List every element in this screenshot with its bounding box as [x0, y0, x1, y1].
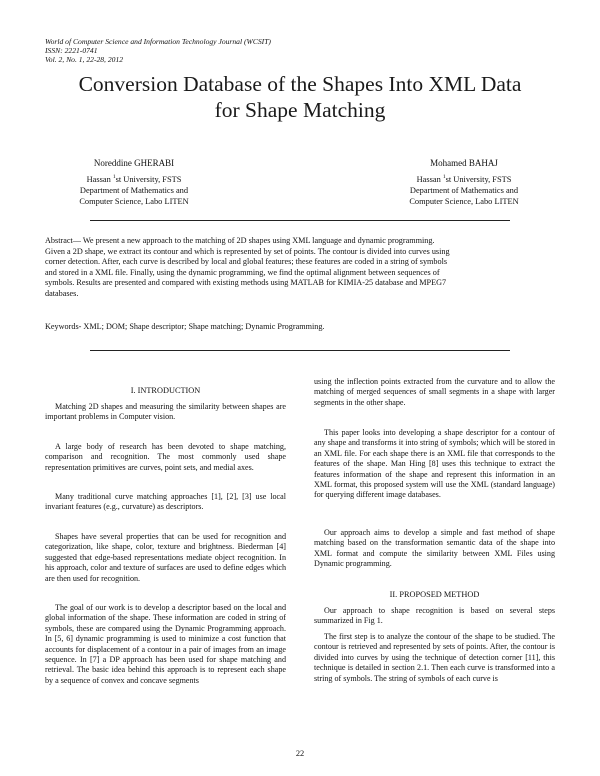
journal-issn: ISSN: 2221-0741 — [45, 46, 98, 55]
divider-top — [90, 220, 510, 221]
paragraph: Shapes have several properties that can be used for recognition and categorization, like shape, color, texture and brightness. Biederman [4] suggested that edge-based representations mediate object recognition. In his approach, color and texture of surfaces are used to define edges which are then used for recognition. — [45, 532, 286, 583]
paragraph: using the inflection points extracted from the curvature and to allow the matching of merged sequences of small segments in a shape with larger segments in the other shape. — [314, 377, 555, 407]
author-department: Department of Mathematics and — [409, 185, 519, 195]
author-affiliation: Hassan $^1$st University, FSTS — [86, 174, 182, 184]
journal-name: World of Computer Science and Information Technology Journal (WCSIT) — [45, 37, 271, 46]
paragraph: Many traditional curve matching approaches [1], [2], [3] use local invariant features (e.g., curvature) as descriptors. — [45, 492, 286, 512]
section-heading-proposed-method: II. PROPOSED METHOD — [389, 590, 480, 599]
author-name: Noreddine GHERABI — [93, 158, 175, 168]
paragraph: The goal of our work is to develop a descriptor based on the local and global information of the shape. These information are coded in string of symbols, these are compared using the Dynamic Programming approach. In [5, 6] dynamic programming is used to minimize a cost function that accounts for displacement of a contour in a pair of images from an image sequence. In [7] a DP approach has been used for shape matching and retrieval. The basic idea behind this approach is to represent each shape by a sequence of convex and concave segments — [45, 603, 287, 685]
author-lab: Computer Science, Labo LITEN — [409, 196, 519, 206]
paragraph: A large body of research has been devoted to shape matching, comparison and recognition. The most commonly used shape representation primitives are curves, point sets, and medial axes. — [45, 442, 287, 472]
journal-header — [45, 37, 271, 64]
paragraph: Our approach aims to develop a simple and fast method of shape matching based on the transformation semantic data of the shape into XML format and compute the similarity between XML Files using Dynamic programming. — [314, 528, 556, 569]
page-number: 22 — [295, 749, 305, 758]
paragraph: Our approach to shape recognition is based on several steps summarized in Fig 1. — [314, 606, 556, 626]
journal-volume: Vol. 2, No. 1, 22-28, 2012 — [45, 55, 124, 64]
title-line-2: for Shape Matching — [214, 98, 386, 122]
author-block-1 — [34, 158, 234, 207]
paragraph: The first step is to analyze the contour of the shape to be studied. The contour is retrieved and represented by sets of points. After, the contour is divided into curves by using the technique of detection corner [11], this technique is detailed in section 2.1. Then each curve is transformed into a string of symbols. The string of symbols of each curve is — [314, 632, 556, 683]
keywords: Keywords- XML; DOM; Shape descriptor; Shape matching; Dynamic Programming. — [45, 322, 325, 331]
title-line-1: Conversion Database of the Shapes Into XML Data — [78, 72, 522, 96]
author-name: Mohamed BAHAJ — [430, 158, 498, 168]
section-heading-introduction: I. INTRODUCTION — [130, 386, 201, 395]
paragraph: Matching 2D shapes and measuring the similarity between shapes are important problems in Computer vision. — [45, 402, 286, 422]
paragraph: This paper looks into developing a shape descriptor for a contour of any shape and transforms it into string of symbols; which will be stored in an XML file. For each shape there is an XML file that corresponds to the features of the shape. Man Hing [8] uses this technique to extract the features information of the shape and represent this information in an XML format, this proposed system will use the XML (standard language) for querying different image databases. — [314, 428, 556, 500]
author-affiliation: Hassan $^1$st University, FSTS — [416, 174, 512, 184]
author-lab: Computer Science, Labo LITEN — [79, 196, 189, 206]
abstract: Abstract— We present a new approach to the matching of 2D shapes using XML language and dynamic programming. Given a 2D shape, we extract its contour and which is represented by set of points. The contour is divided into curves using corner detection. After, each curve is described by local and global features; these features are coded in a string of symbols and stored in a XML file. Finally, using the dynamic programming, we find the optimal alignment between sequences of symbols. Results are presented and compared with existing methods using MATLAB for KIMIA-25 database and MPEG7 databases. — [45, 236, 450, 298]
author-department: Department of Mathematics and — [79, 185, 189, 195]
divider-bottom — [90, 350, 510, 351]
paper-title — [40, 71, 560, 123]
author-block-2 — [364, 158, 564, 207]
